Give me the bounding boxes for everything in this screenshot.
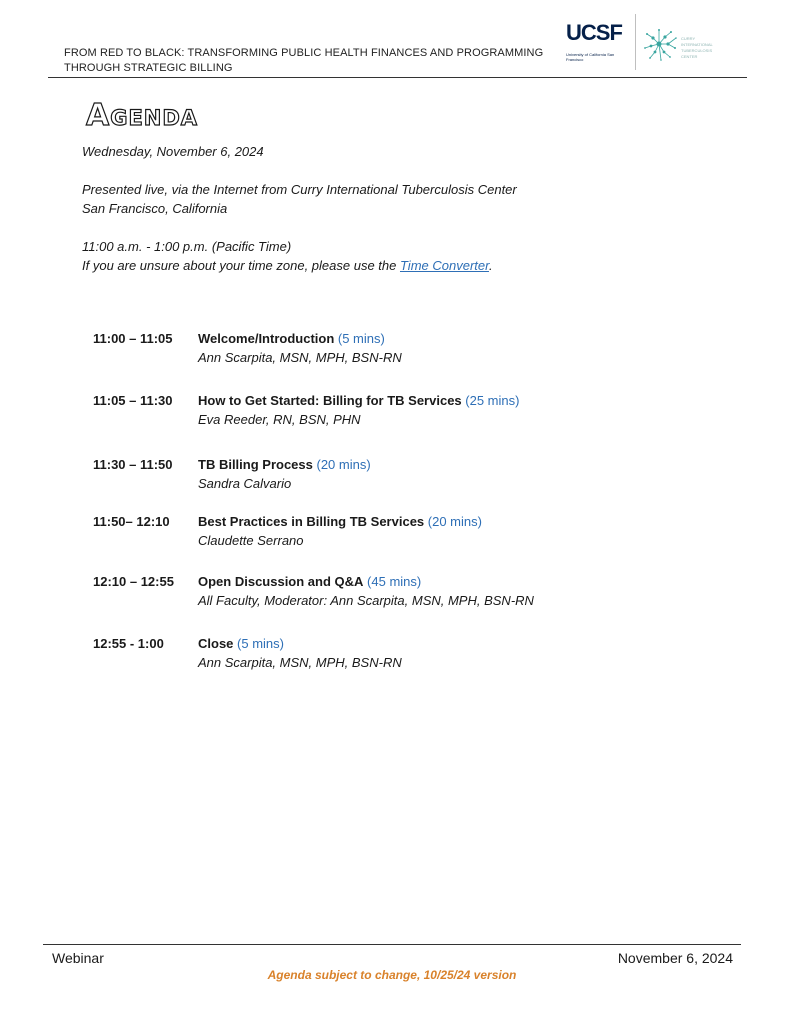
agenda-item-title: Close [198,636,234,651]
agenda-item-title: How to Get Started: Billing for TB Services [198,393,462,408]
ucsf-logo [566,22,628,64]
agenda-item-duration: (5 mins) [237,636,284,651]
agenda-item-title: Best Practices in Billing TB Services [198,514,425,529]
timezone-note [82,256,493,275]
document-header-title: FROM RED TO BLACK: TRANSFORMING PUBLIC HEALTH FINANCES AND PROGRAMMING THROUGH STRATEGIC BILLING [64,47,544,74]
event-location-line1: Presented live, via the Internet from Curry International Tuberculosis Center [82,182,517,197]
agenda-item-presenter: Ann Scarpita, MSN, MPH, BSN-RN [198,655,402,670]
agenda-item-time: 12:10 – 12:55 [93,574,174,589]
agenda-item-duration: (20 mins) [316,457,371,472]
agenda-item-duration: (5 mins) [337,331,385,346]
agenda-item-presenter: Ann Scarpita, MSN, MPH, BSN-RN [198,350,402,365]
ucsf-logo-mark: UCSF [566,20,622,45]
agenda-item-duration: (20 mins) [427,514,482,529]
time-converter-link[interactable]: Time Converter [399,258,489,273]
agenda-item-title: Open Discussion and Q&A [198,574,364,589]
timezone-note-prefix: If you are unsure about your time zone, please use the [82,258,400,273]
agenda-item-duration: (25 mins) [465,393,520,408]
agenda-item-time: 11:30 – 11:50 [93,457,173,472]
event-time [82,237,493,275]
curry-center-logo [641,22,731,66]
agenda-item-presenter: Eva Reeder, RN, BSN, PHN [198,412,361,427]
footer-date: November 6, 2024 [617,950,733,966]
agenda-item-time: 11:50– 12:10 [93,514,170,529]
logo-divider [635,14,636,70]
agenda-item-title: TB Billing Process [198,457,313,472]
event-location [82,180,517,218]
agenda-item-presenter: Claudette Serrano [198,533,304,548]
event-date: Wednesday, November 6, 2024 [82,144,264,159]
curry-burst-icon [641,24,681,64]
footer-version-note: Agenda subject to change, 10/25/24 version [267,968,517,982]
page-title: Agenda [86,98,199,133]
agenda-item-time: 12:55 - 1:00 [93,636,164,651]
timezone-note-suffix: . [488,258,493,273]
header-divider [48,77,747,78]
event-location-line2: San Francisco, California [82,201,228,216]
agenda-item-presenter: All Faculty, Moderator: Ann Scarpita, MSN, MPH, BSN-RN [198,593,534,608]
agenda-item-duration: (45 mins) [367,574,422,589]
agenda-item-presenter: Sandra Calvario [198,476,292,491]
footer-event-type: Webinar [52,950,104,966]
curry-logo-text: CURRY INTERNATIONAL TUBERCULOSIS CENTER [681,36,713,59]
agenda-item-time: 11:05 – 11:30 [93,393,173,408]
event-time-range: 11:00 a.m. - 1:00 p.m. (Pacific Time) [82,239,292,254]
agenda-item-title: Welcome/Introduction [198,331,335,346]
ucsf-logo-subtitle: University of California San Francisco [566,52,615,62]
footer-divider [43,944,741,945]
agenda-item-time: 11:00 – 11:05 [93,331,173,346]
